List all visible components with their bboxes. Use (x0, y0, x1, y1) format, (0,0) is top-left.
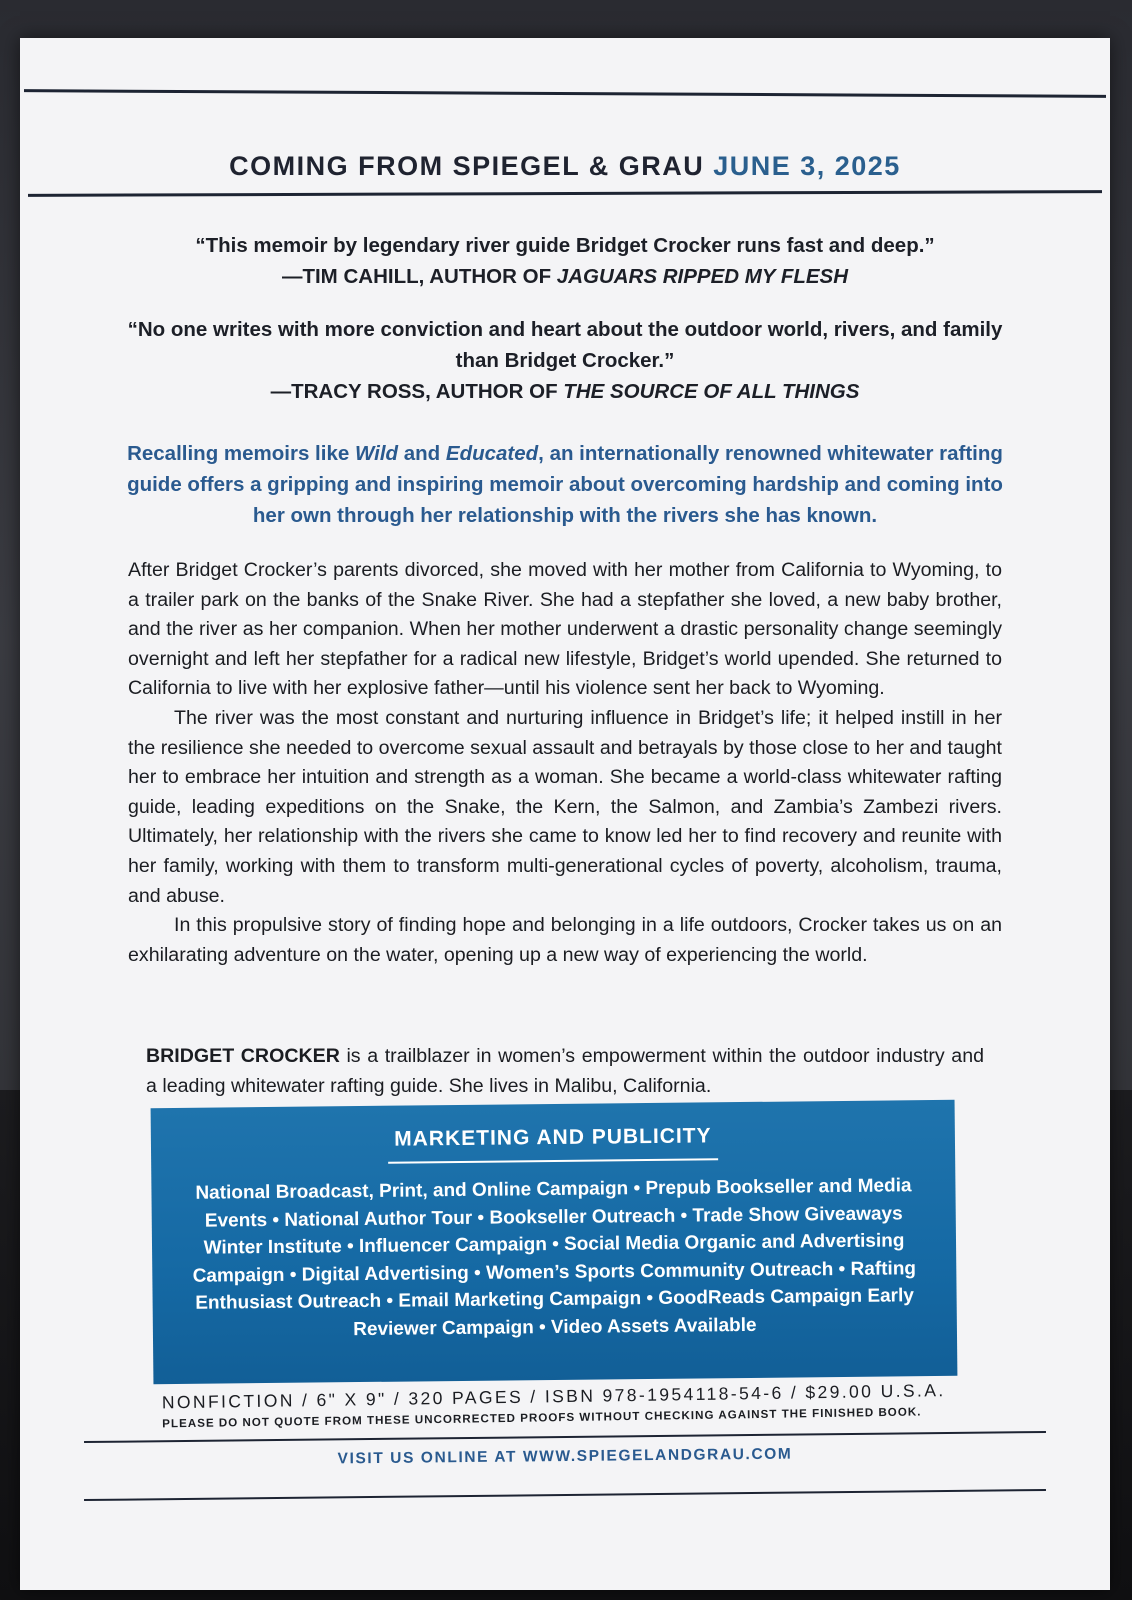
comparison-title-wild: Wild (354, 442, 399, 465)
book-description (128, 556, 1002, 970)
review-quote-1 (110, 230, 1020, 292)
release-date: JUNE 3, 2025 (713, 150, 901, 181)
release-header (20, 138, 1110, 194)
comparison-title-educated: Educated (445, 442, 539, 465)
author-bio: BRIDGET CROCKER is a trailblazer in women’s empowerment within the outdoor industry and a leading whitewater rafting guide. She lives in Malibu, California. (146, 1045, 984, 1097)
footer-rule-top (84, 1431, 1046, 1443)
proof-disclaimer: PLEASE DO NOT QUOTE FROM THESE UNCORRECTED PROOFS WITHOUT CHECKING AGAINST THE FINISHED BOOK. (162, 1405, 922, 1431)
cited-book-title: JAGUARS RIPPED MY FLESH (556, 265, 849, 288)
cited-book-title: THE SOURCE OF ALL THINGS (563, 380, 860, 403)
quote-attribution: —TRACY ROSS, AUTHOR OF THE SOURCE OF ALL THINGS (270, 380, 860, 403)
quote-attribution: —TIM CAHILL, AUTHOR OF JAGUARS RIPPED MY FLESH (281, 265, 849, 288)
website-link[interactable]: VISIT US ONLINE AT WWW.SPIEGELANDGRAU.COM (337, 1445, 793, 1468)
quote-text: “No one writes with more conviction and heart about the outdoor world, rivers, and family than Bridget Crocker.” (127, 318, 1003, 372)
footer-rule-bottom (84, 1489, 1046, 1501)
book-back-cover (20, 38, 1110, 1590)
review-quote-2 (124, 314, 1006, 407)
description-paragraph: In this propulsive story of finding hope and belonging in a life outdoors, Crocker takes us on an exhilarating adventure on the water, opening up a new way of experiencing the world. (128, 914, 1002, 966)
marketing-divider (388, 1158, 718, 1163)
specs-line: NONFICTION / 6" X 9" / 320 PAGES / ISBN 978-1954118-54-6 / $29.00 U.S.A. (161, 1380, 946, 1413)
description-paragraph: The river was the most constant and nurturing influence in Bridget’s life; it helped instill in her the resilience she needed to overcome sexual assault and betrayals by those close to her and taught her to embrace her intuition and strength as a woman. She became a world-class whitewater rafting guide, leading expeditions on the Snake, the Kern, the Salmon, and Zambia’s Zambezi rivers. Ultimately, her relationship with the rivers she came to know led her to find recovery and reunite with her family, working with them to transform multi-generational cycles of poverty, alcoholism, trauma, and abuse. (128, 706, 1002, 907)
marketing-list: National Broadcast, Print, and Online Campaign • Prepub Bookseller and Media Events • National Author Tour • Bookseller Outreach • Trade Show Giveaways Winter Institute • Influencer Campaign • Social Media Organic and Advertising Campaign • Digital Advertising • Women’s Sports Community Outreach • Rafting Enthusiast Outreach • Email Marketing Campaign • GoodReads Campaign Early Reviewer Campaign • Video Assets Available (192, 1175, 917, 1340)
quote-text: “This memoir by legendary river guide Bridget Crocker runs fast and deep.” (195, 234, 935, 257)
publisher-line: COMING FROM SPIEGEL & GRAU (229, 150, 705, 181)
book-blurb: Recalling memoirs like Wild and Educated, an internationally renowned whitewater rafting guide offers a gripping and inspiring memoir about overcoming hardship and coming into her own through her relationship with the rivers she has known. (127, 442, 1003, 527)
top-rule (24, 89, 1106, 98)
description-paragraph: After Bridget Crocker’s parents divorced, she moved with her mother from California to Wyoming, to a trailer park on the banks of the Snake River. She had a stepfather she loved, a new baby brother, and the river as her companion. When her mother underwent a drastic personality change seemingly overnight and left her stepfather for a radical new lifestyle, Bridget’s world upended. She returned to California to live with her explosive father—until his violence sent her back to Wyoming. (128, 559, 1002, 700)
book-specs (162, 1380, 976, 1431)
marketing-title: MARKETING AND PUBLICITY (394, 1124, 712, 1151)
marketing-panel (151, 1100, 958, 1384)
author-name: BRIDGET CROCKER (146, 1045, 340, 1067)
